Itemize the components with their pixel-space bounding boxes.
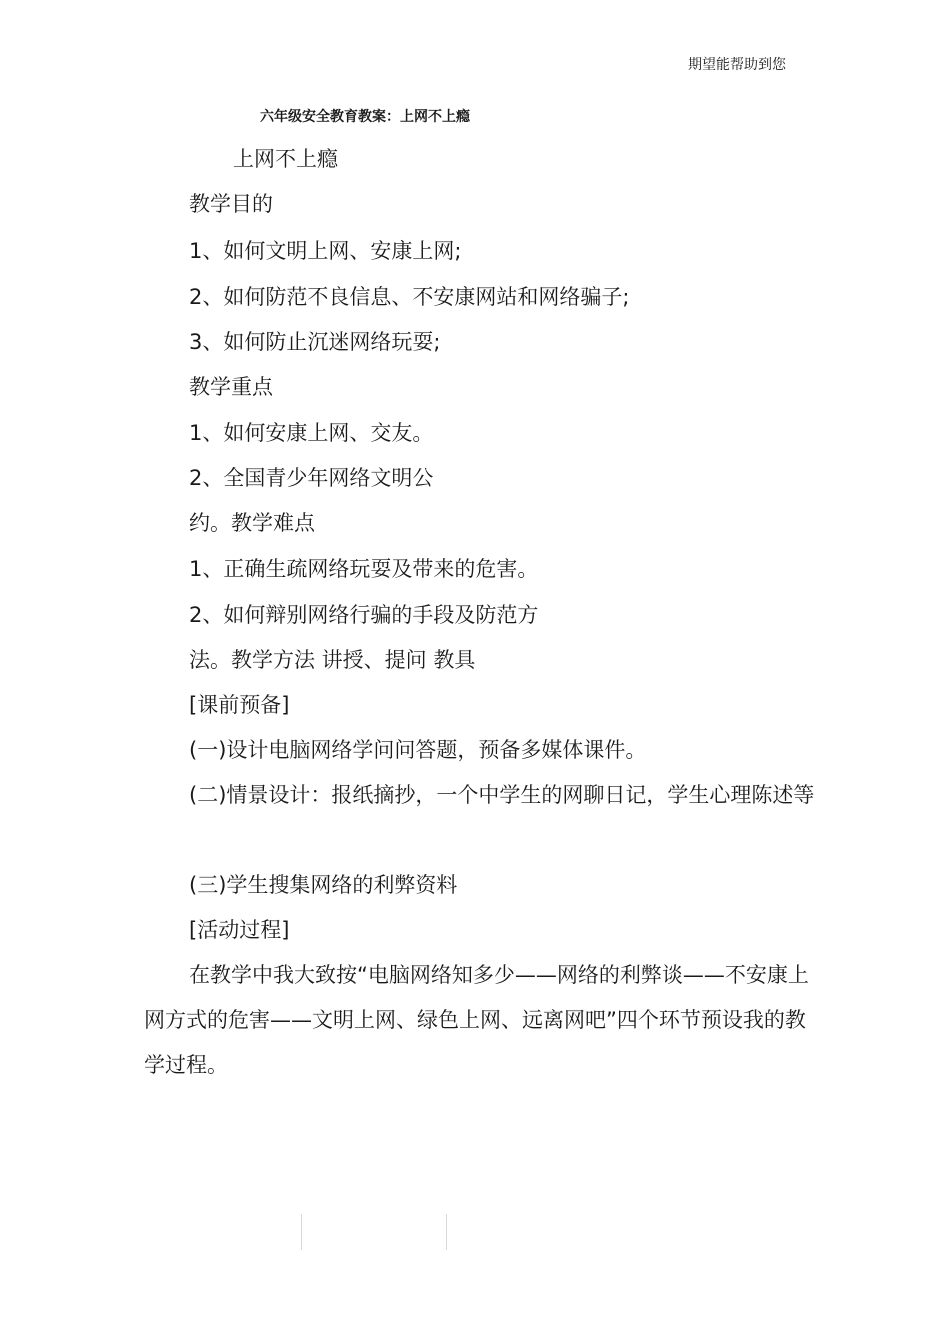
key-point-2: 2、全国青少年网络文明公 xyxy=(189,466,434,490)
prep-item-2: (二)情景设计：报纸摘抄，一个中学生的网聊日记，学生心理陈述等 xyxy=(189,783,815,807)
difficulty-2: 2、如何辩别网络行骗的手段及防范方 xyxy=(189,603,539,627)
footer-divider-left xyxy=(301,1214,302,1250)
lesson-subtitle: 上网不上瘾 xyxy=(233,147,338,171)
header-note: 期望能帮助到您 xyxy=(688,57,786,73)
goal-item-3: 3、如何防止沉迷网络玩耍; xyxy=(189,330,441,354)
goals-heading: 教学目的 xyxy=(189,192,273,216)
goal-item-2: 2、如何防范不良信息、不安康网站和网络骗子; xyxy=(189,285,630,309)
document-title: 六年级安全教育教案：上网不上瘾 xyxy=(260,109,470,125)
key-points-heading: 教学重点 xyxy=(189,375,273,399)
footer-divider-right xyxy=(446,1214,447,1250)
process-heading: [活动过程] xyxy=(189,918,290,942)
key-point-1: 1、如何安康上网、交友。 xyxy=(189,421,434,445)
key-point-2-continued: 约。教学难点 xyxy=(189,511,315,535)
difficulty-1: 1、正确生疏网络玩耍及带来的危害。 xyxy=(189,557,539,581)
process-paragraph: 在教学中我大致按“电脑网络知多少——网络的利弊谈——不安康上网方式的危害——文明上网、绿色上网、远离网吧”四个环节预设我的教学过程。 xyxy=(144,963,809,1077)
prep-item-1: (一)设计电脑网络学问问答题，预备多媒体课件。 xyxy=(189,738,647,762)
prep-item-3: (三)学生搜集网络的利弊资料 xyxy=(189,873,458,897)
difficulty-2-continued: 法。教学方法 讲授、提问 教具 xyxy=(189,648,476,672)
goal-item-1: 1、如何文明上网、安康上网; xyxy=(189,239,462,263)
prep-heading: [课前预备] xyxy=(189,693,290,717)
